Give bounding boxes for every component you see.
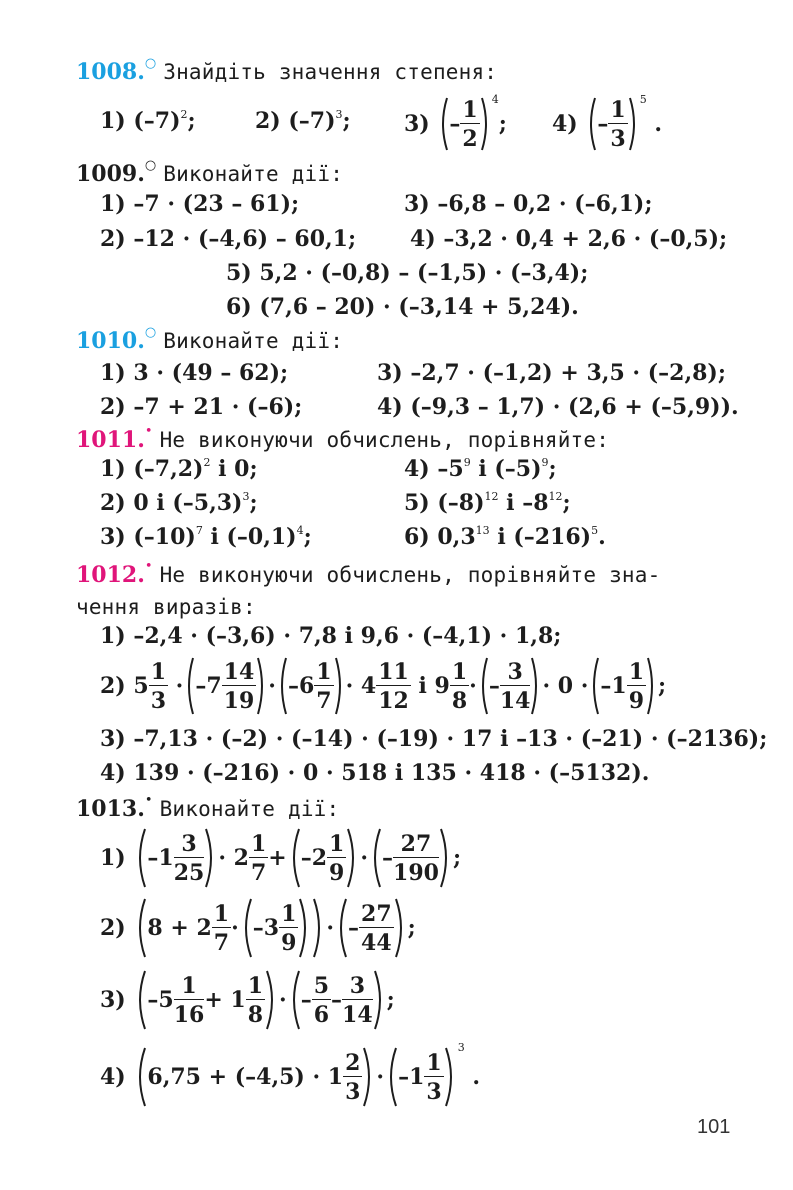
left-paren bbox=[585, 96, 597, 152]
left-paren bbox=[384, 1046, 398, 1108]
exercise-1008-item-2 bbox=[255, 107, 351, 134]
exercise-task: Не виконуючи обчислень, порівняйте зна- bbox=[159, 563, 661, 587]
fraction: $\frac{1}{3}$ bbox=[150, 658, 166, 714]
exercise-1013-item-4: 4) 6,75 + (–4,5) · 1 $\frac{2}{3}$ · –1 $\frac{1}{3}$ $^3$ . bbox=[100, 1044, 480, 1110]
exercise-1011-item-2: 2) 0 і $(-5,3)^3$; bbox=[100, 489, 258, 516]
exercise-1011-item-3: 3) $(-10)^7$ і $(-0,1)^4$; bbox=[100, 523, 312, 550]
right-paren bbox=[373, 969, 387, 1031]
exercise-1008-item-4 bbox=[552, 93, 663, 152]
exercise-1011-item-6: 6) $0,3^{13}$ і $(-216)^5$. bbox=[404, 523, 606, 550]
exercise-1009-item-4: 4) –3,2 · 0,4 + 2,6 · (–0,5); bbox=[410, 226, 728, 252]
right-paren bbox=[646, 656, 658, 716]
minus: – bbox=[449, 111, 461, 137]
right-paren bbox=[444, 1046, 458, 1108]
exercise-1009-item-6: 6) (7,6 – 20) · (–3,14 + 5,24). bbox=[226, 294, 579, 320]
exercise-1010-item-3: 3) –2,7 · (–1,2) + 3,5 · (–2,8); bbox=[377, 360, 726, 386]
right-paren bbox=[362, 1046, 376, 1108]
left-paren bbox=[133, 827, 147, 889]
exercise-number: 1013. bbox=[76, 796, 145, 822]
difficulty-circle-icon: ○ bbox=[144, 56, 157, 71]
exercise-1008-heading bbox=[76, 56, 498, 85]
left-paren bbox=[276, 656, 288, 716]
exercise-1010-item-2: 2) –7 + 21 · (–6); bbox=[100, 394, 303, 420]
fraction: $\frac{1}{3}$ bbox=[610, 96, 626, 152]
exercise-number: 1008. bbox=[76, 59, 145, 85]
left-paren bbox=[588, 656, 600, 716]
right-paren bbox=[312, 897, 326, 959]
right-paren bbox=[204, 827, 218, 889]
exercise-1012-item-1: 1) –2,4 · (–3,6) · 7,8 і 9,6 · (–4,1) · 1,8; bbox=[100, 623, 562, 649]
difficulty-dot-icon: • bbox=[144, 793, 153, 808]
exponent: 3 bbox=[335, 107, 343, 121]
exercise-task: Виконайте дії: bbox=[163, 162, 344, 186]
exercise-1013-item-3: 3) –5 $\frac{1}{16}$ + 1 $\frac{1}{8}$ · – $\frac{5}{6}$ – $\frac{3}{14}$ ; bbox=[100, 968, 395, 1032]
fraction: $\frac{14}{19}$ bbox=[223, 658, 255, 714]
exercise-number: 1009. bbox=[76, 161, 145, 187]
exercise-1012-item-2: 2) 5 $\frac{1}{3}$ · –7 $\frac{14}{19}$ · –6 $\frac{1}{7}$ · 4 $\frac{11}{12}$ і 9 $\frac{1}{8}$ · – $\frac{3}{14}$ · 0 · –1 $\frac{1}{9}$ ; bbox=[100, 655, 666, 717]
punct: ; bbox=[342, 108, 351, 134]
right-paren bbox=[346, 827, 360, 889]
exercise-1013-heading bbox=[76, 793, 340, 822]
exercise-1009-item-3: 3) –6,8 – 0,2 · (–6,1); bbox=[404, 191, 653, 217]
exponent: 4 bbox=[491, 93, 499, 106]
exercise-task: Виконайте дії: bbox=[163, 329, 344, 353]
exercise-1009-item-5: 5) 5,2 · (–0,8) – (–1,5) · (–3,4); bbox=[226, 260, 589, 286]
left-paren bbox=[133, 969, 147, 1031]
exponent: 3 bbox=[457, 1041, 465, 1054]
exercise-1011-item-4: 4) $-5^9$ і $(-5)^9$; bbox=[404, 455, 557, 482]
left-paren bbox=[133, 1046, 147, 1108]
right-paren bbox=[256, 656, 268, 716]
difficulty-circle-icon: ○ bbox=[144, 158, 157, 173]
fraction: $\frac{1}{8}$ bbox=[451, 658, 468, 714]
exercise-number: 1012. bbox=[76, 562, 145, 588]
right-paren bbox=[439, 827, 453, 889]
exercise-task: Не виконуючи обчислень, порівняйте: bbox=[159, 428, 610, 452]
exercise-1012-item-3: 3) –7,13 · (–2) · (–14) · (–19) · 17 і –13 · (–21) · (–2136); bbox=[100, 726, 768, 752]
exercise-1008-items bbox=[100, 107, 196, 134]
punct: ; bbox=[498, 111, 507, 137]
exercise-1009-item-1: 1) –7 · (23 – 61); bbox=[100, 191, 300, 217]
left-paren bbox=[287, 969, 301, 1031]
exercise-task: Знайдіть значення степеня: bbox=[163, 60, 498, 84]
punct: . bbox=[654, 111, 663, 137]
fraction: $\frac{3}{14}$ bbox=[499, 658, 531, 714]
punct: ; bbox=[187, 108, 196, 134]
left-paren bbox=[133, 897, 147, 959]
exponent: 2 bbox=[180, 107, 188, 121]
exercise-1011-item-5: 5) $(-8)^{12}$ і $-8^{12}$; bbox=[404, 489, 571, 516]
left-paren bbox=[183, 656, 195, 716]
exercise-1012-task-cont: чення виразів: bbox=[76, 595, 256, 619]
item-1: 1) (–7) bbox=[100, 108, 181, 134]
exercise-1009-item-2: 2) –12 · (–4,6) – 60,1; bbox=[100, 226, 357, 252]
left-paren bbox=[287, 827, 301, 889]
exercise-number: 1010. bbox=[76, 328, 145, 354]
left-paren bbox=[437, 96, 449, 152]
difficulty-dot-icon: • bbox=[144, 424, 153, 439]
item-2: 2) (–7) bbox=[255, 108, 336, 134]
exercise-1010-heading bbox=[76, 325, 344, 354]
left-paren bbox=[477, 656, 489, 716]
page-number: 101 bbox=[697, 1116, 731, 1138]
left-paren bbox=[368, 827, 382, 889]
exercise-1013-item-1: 1) –1 $\frac{3}{25}$ · 2 $\frac{1}{7}$ + –2 $\frac{1}{9}$ · – $\frac{27}{190}$ ; bbox=[100, 826, 461, 890]
left-paren bbox=[239, 897, 253, 959]
exercise-1008-item-3 bbox=[404, 93, 507, 152]
fraction: $\frac{1}{2}$ bbox=[462, 96, 478, 152]
right-paren bbox=[480, 96, 492, 152]
minus: – bbox=[597, 111, 609, 137]
right-paren bbox=[530, 656, 542, 716]
right-paren bbox=[334, 656, 346, 716]
right-paren bbox=[298, 897, 312, 959]
fraction: $\frac{1}{9}$ bbox=[628, 658, 645, 714]
exercise-1010-item-1: 1) 3 · (49 – 62); bbox=[100, 360, 289, 386]
exercise-1011-heading bbox=[76, 424, 610, 453]
item-label: 4) bbox=[552, 111, 578, 137]
fraction: $\frac{11}{12}$ bbox=[378, 658, 409, 714]
right-paren bbox=[628, 96, 640, 152]
difficulty-circle-icon: ○ bbox=[144, 325, 157, 340]
exercise-1012-heading bbox=[76, 559, 661, 588]
exercise-number: 1011. bbox=[76, 427, 145, 453]
exercise-task: Виконайте дії: bbox=[159, 797, 340, 821]
left-paren bbox=[334, 897, 348, 959]
exponent: 5 bbox=[639, 93, 647, 106]
fraction: $\frac{1}{7}$ bbox=[316, 658, 332, 714]
exercise-1009-heading bbox=[76, 158, 344, 187]
difficulty-dot-icon: • bbox=[144, 559, 153, 574]
exercise-1013-item-2: 2) 8 + 2 $\frac{1}{7}$ · –3 $\frac{1}{9}$ · – $\frac{27}{44}$ ; bbox=[100, 896, 416, 960]
right-paren bbox=[265, 969, 279, 1031]
right-paren bbox=[394, 897, 408, 959]
item-label: 3) bbox=[404, 111, 430, 137]
exercise-1010-item-4: 4) (–9,3 – 1,7) · (2,6 + (–5,9)). bbox=[377, 394, 739, 420]
exercise-1012-item-4: 4) 139 · (–216) · 0 · 518 і 135 · 418 · (–5132). bbox=[100, 760, 650, 786]
exercise-1011-item-1: 1) $(-7,2)^2$ і 0; bbox=[100, 455, 258, 482]
